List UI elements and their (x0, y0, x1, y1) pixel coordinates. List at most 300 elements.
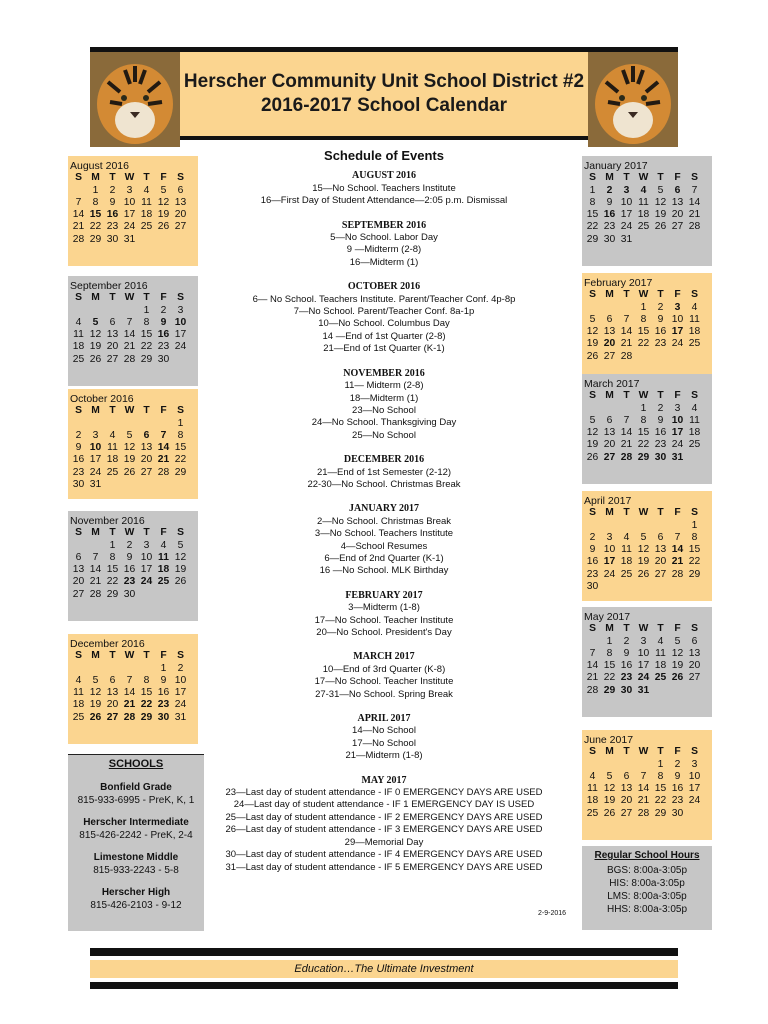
event-month-block (210, 454, 558, 491)
calendar-day: 26 (603, 807, 616, 819)
weekday-label: T (143, 292, 150, 304)
weekday-label: W (124, 405, 135, 417)
calendar-week-row (584, 648, 712, 660)
calendar-weekday-row (584, 623, 712, 635)
event-month-block (210, 220, 558, 270)
calendar-day: 17 (89, 454, 102, 466)
event-item: 17—No School. Teacher Institute (314, 676, 454, 688)
calendar-day: 9 (160, 674, 167, 686)
calendar-day: 31 (620, 233, 633, 245)
calendar-day: 26 (174, 576, 187, 588)
calendar-day: 30 (157, 353, 170, 365)
event-month-heading: AUGUST 2016 (352, 170, 416, 182)
calendar-month-title: December 2016 (70, 638, 145, 650)
calendar-day: 6 (606, 414, 613, 426)
weekday-label: M (91, 172, 100, 184)
calendar-day: 23 (671, 795, 684, 807)
school-hours-entry: HIS: 8:00a-3:05p (609, 878, 685, 889)
event-item: 26—Last day of student attendance - IF 3 EMERGENCY DAYS ARE USED (225, 824, 543, 836)
calendar-day: 6 (143, 429, 150, 441)
calendar-day: 23 (157, 341, 170, 353)
calendar-day: 19 (174, 564, 187, 576)
calendar-day: 30 (654, 451, 667, 463)
weekday-label: W (638, 746, 649, 758)
calendar-day (87, 540, 104, 552)
event-item: 24—Last day of student attendance - IF 1 EMERGENCY DAY IS USED (233, 799, 535, 811)
weekday-label: S (75, 650, 82, 662)
calendar-day: 21 (688, 209, 701, 221)
calendar-day (669, 351, 686, 363)
calendar-day (601, 520, 618, 532)
calendar-day: 6 (177, 184, 184, 196)
event-item: 15—No School. Teachers Institute (312, 182, 456, 194)
event-month-block (210, 590, 558, 640)
calendar-month-title: August 2016 (70, 160, 129, 172)
school-hours-entry: HHS: 8:00a-3:05p (606, 904, 688, 915)
calendar-day: 19 (637, 556, 650, 568)
calendar-day: 29 (89, 233, 102, 245)
school-info: 815-933-6995 - PreK, K, 1 (77, 795, 195, 806)
calendar-week-row (584, 808, 712, 820)
school-name: Limestone Middle (93, 852, 179, 863)
weekday-label: M (91, 292, 100, 304)
calendar-day (87, 663, 104, 675)
event-item: 29—Memorial Day (344, 836, 424, 848)
calendar-day: 7 (623, 313, 630, 325)
weekday-label: T (623, 172, 630, 184)
calendar-day (618, 403, 635, 415)
calendar-day: 25 (140, 221, 153, 233)
calendar-day: 26 (157, 221, 170, 233)
calendar-day: 14 (671, 544, 684, 556)
calendar-day: 15 (688, 544, 701, 556)
calendar-day (584, 403, 601, 415)
calendar-day: 15 (603, 660, 616, 672)
calendar-day: 2 (75, 429, 82, 441)
calendar-day: 25 (586, 807, 599, 819)
weekday-label: S (589, 289, 596, 301)
calendar-day: 30 (72, 479, 85, 491)
calendar-day: 11 (689, 313, 700, 325)
calendar-day: 26 (89, 353, 102, 365)
calendar-day: 21 (89, 576, 102, 588)
school-hours-box (582, 846, 712, 930)
calendar-day (70, 540, 87, 552)
calendar-day: 10 (671, 414, 684, 426)
calendar-day: 25 (688, 439, 701, 451)
calendar-day: 1 (143, 304, 150, 316)
calendar-month (582, 156, 712, 266)
event-month-block (210, 713, 558, 763)
calendar-day: 8 (589, 196, 596, 208)
calendar-day (652, 520, 669, 532)
event-item: 6— No School. Teachers Institute. Parent/Teacher Conf. 4p-8p (252, 293, 516, 305)
calendar-day: 7 (126, 674, 133, 686)
calendar-day: 6 (674, 184, 681, 196)
calendar-day (584, 636, 601, 648)
calendar-day: 9 (75, 442, 82, 454)
calendar-day: 16 (72, 454, 85, 466)
calendar-day: 18 (106, 454, 119, 466)
calendar-day: 14 (620, 427, 633, 439)
calendar-day: 8 (606, 647, 613, 659)
calendar-week-row (584, 403, 712, 415)
event-item: 23—Last day of student attendance - IF 0 EMERGENCY DAYS ARE USED (225, 787, 543, 799)
calendar-day: 13 (174, 196, 187, 208)
calendar-day: 22 (637, 439, 650, 451)
calendar-day: 21 (671, 556, 684, 568)
calendar-day: 24 (174, 341, 187, 353)
calendar-day: 7 (674, 531, 681, 543)
calendar-day: 19 (586, 338, 599, 350)
calendar-week-row (584, 197, 712, 209)
calendar-day: 2 (674, 758, 681, 770)
weekday-label: S (691, 390, 698, 402)
calendar-day: 14 (72, 209, 85, 221)
calendar-day: 3 (126, 184, 133, 196)
weekday-label: T (657, 507, 664, 519)
schedule-of-events (210, 146, 558, 886)
calendar-day: 22 (106, 576, 119, 588)
weekday-label: W (638, 507, 649, 519)
event-month-heading: DECEMBER 2016 (343, 454, 425, 466)
calendar-day: 4 (691, 402, 698, 414)
calendar-week-row (584, 351, 712, 363)
calendar-week-row (584, 338, 712, 350)
calendar-day: 16 (654, 326, 667, 338)
calendar-day: 25 (157, 576, 170, 588)
calendar-day: 21 (620, 338, 633, 350)
calendar-day (155, 234, 172, 246)
calendar-day: 12 (586, 326, 599, 338)
calendar-day: 7 (75, 196, 82, 208)
calendar-day: 30 (620, 684, 633, 696)
calendar-day: 6 (75, 551, 82, 563)
calendar-day: 9 (674, 770, 681, 782)
weekday-label: S (177, 650, 184, 662)
calendar-day (172, 589, 189, 601)
calendar-day: 23 (586, 568, 599, 580)
calendar-week-row (584, 660, 712, 672)
calendar-day: 19 (157, 209, 170, 221)
calendar-day: 25 (688, 338, 701, 350)
calendar-day: 28 (688, 221, 701, 233)
calendar-day: 27 (620, 807, 633, 819)
calendar-day: 23 (72, 466, 85, 478)
calendar-day: 1 (589, 184, 596, 196)
calendar-day: 5 (177, 539, 184, 551)
weekday-label: S (75, 292, 82, 304)
weekday-label: W (124, 650, 135, 662)
calendar-day: 13 (620, 783, 633, 795)
calendar-day: 20 (671, 209, 684, 221)
calendar-day: 23 (123, 576, 136, 588)
event-month-block (210, 281, 558, 355)
calendar-day: 8 (691, 531, 698, 543)
calendar-day: 19 (123, 454, 136, 466)
weekday-label: T (623, 746, 630, 758)
calendar-day: 17 (637, 660, 650, 672)
calendar-weekday-row (70, 405, 198, 417)
calendar-week-row (584, 314, 712, 326)
calendar-day: 2 (160, 304, 167, 316)
calendar-day: 24 (688, 795, 701, 807)
school-info: 815-426-2242 - PreK, 2-4 (79, 830, 193, 841)
event-item: 18—Midterm (1) (349, 392, 419, 404)
event-month-block (210, 368, 558, 442)
calendar-weekday-row (70, 292, 198, 304)
event-item: 7—No School. Parent/Teacher Conf. 8a-1p (293, 306, 475, 318)
calendar-day: 15 (654, 783, 667, 795)
calendar-day: 29 (654, 807, 667, 819)
calendar-day (70, 185, 87, 197)
calendar-day: 20 (106, 341, 119, 353)
calendar-day: 29 (106, 588, 119, 600)
calendar-day: 26 (586, 350, 599, 362)
event-month-heading: SEPTEMBER 2016 (341, 219, 427, 231)
calendar-day: 26 (123, 466, 136, 478)
calendar-day: 16 (123, 564, 136, 576)
calendar-day (87, 418, 104, 430)
calendar-day: 16 (106, 209, 119, 221)
calendar-week-row (70, 687, 198, 699)
event-item: 21—Midterm (1-8) (345, 750, 423, 762)
calendar-day: 2 (589, 531, 596, 543)
calendar-day: 20 (688, 660, 701, 672)
calendar-day: 13 (671, 196, 684, 208)
calendar-day: 4 (109, 429, 116, 441)
calendar-week-row (584, 234, 712, 246)
calendar-day: 6 (691, 635, 698, 647)
calendar-day: 19 (586, 439, 599, 451)
event-item: 10—No School. Columbus Day (318, 318, 450, 330)
calendar-day: 27 (654, 568, 667, 580)
calendar-week-row (70, 197, 198, 209)
calendar-week-row (70, 317, 198, 329)
calendar-week-row (584, 795, 712, 807)
calendar-day (70, 305, 87, 317)
event-item: 30—Last day of student attendance - IF 4 EMERGENCY DAYS ARE USED (225, 849, 543, 861)
calendar-day: 17 (603, 556, 616, 568)
event-item: 3—Midterm (1-8) (348, 602, 420, 614)
event-item: 14—No School (352, 725, 416, 737)
weekday-label: S (177, 405, 184, 417)
weekday-label: T (657, 390, 664, 402)
weekday-label: W (638, 289, 649, 301)
calendar-day: 14 (89, 564, 102, 576)
calendar-day (618, 302, 635, 314)
calendar-day: 18 (620, 556, 633, 568)
calendar-month (68, 511, 198, 621)
calendar-day: 11 (689, 414, 700, 426)
calendar-day: 27 (72, 588, 85, 600)
calendar-weekday-row (584, 390, 712, 402)
calendar-day: 2 (109, 184, 116, 196)
weekday-label: F (674, 172, 681, 184)
calendar-day: 30 (603, 233, 616, 245)
calendar-day: 20 (106, 699, 119, 711)
calendar-week-row (584, 415, 712, 427)
calendar-day: 7 (589, 647, 596, 659)
calendar-day: 25 (72, 711, 85, 723)
calendar-day (104, 418, 121, 430)
calendar-day: 17 (174, 687, 187, 699)
calendar-day: 3 (92, 429, 99, 441)
calendar-day (172, 479, 189, 491)
calendar-month-title: January 2017 (584, 160, 648, 172)
calendar-day (686, 685, 703, 697)
calendar-day: 7 (623, 414, 630, 426)
event-item: 25—No School (352, 429, 416, 441)
calendar-day: 23 (654, 338, 667, 350)
calendar-day: 3 (623, 184, 630, 196)
calendar-day: 13 (106, 329, 119, 341)
calendar-day: 28 (123, 353, 136, 365)
calendar-week-row (70, 329, 198, 341)
calendar-day: 5 (589, 414, 596, 426)
calendar-day: 7 (640, 770, 647, 782)
calendar-day: 7 (691, 184, 698, 196)
calendar-day (121, 305, 138, 317)
calendar-day: 14 (688, 196, 701, 208)
event-item: 17—No School (352, 737, 416, 749)
calendar-day: 14 (620, 326, 633, 338)
calendar-week-row (70, 234, 198, 246)
calendar-day (121, 479, 138, 491)
weekday-label: S (75, 172, 82, 184)
weekday-label: S (177, 527, 184, 539)
event-item: 16—First Day of Student Attendance—2:05 p.m. Dismissal (260, 195, 508, 207)
calendar-day: 13 (106, 687, 119, 699)
calendar-day: 30 (123, 588, 136, 600)
calendar-month-title: March 2017 (584, 378, 640, 390)
weekday-label: S (691, 623, 698, 635)
calendar-day: 15 (637, 427, 650, 439)
calendar-day: 20 (620, 795, 633, 807)
calendar-weekday-row (70, 527, 198, 539)
event-item: 17—No School. Teacher Institute (314, 614, 454, 626)
weekday-label: W (124, 527, 135, 539)
calendar-day: 1 (92, 184, 99, 196)
event-item: 5—No School. Labor Day (330, 232, 438, 244)
calendar-day: 1 (640, 301, 647, 313)
weekday-label: M (91, 405, 100, 417)
calendar-month (68, 156, 198, 266)
weekday-label: W (124, 172, 135, 184)
calendar-day: 12 (157, 196, 170, 208)
event-month-heading: MARCH 2017 (353, 651, 415, 663)
calendar-month-title: October 2016 (70, 393, 134, 405)
school-name: Bonfield Grade (100, 782, 172, 793)
calendar-day (104, 305, 121, 317)
calendar-day (652, 351, 669, 363)
event-item: 3—No School. Teachers Institute (314, 528, 454, 540)
calendar-day: 21 (72, 221, 85, 233)
event-month-heading: FEBRUARY 2017 (345, 589, 423, 601)
calendar-day: 4 (143, 184, 150, 196)
calendar-day: 15 (140, 687, 153, 699)
weekday-label: M (605, 172, 614, 184)
calendar-day: 17 (140, 564, 153, 576)
weekday-label: S (691, 289, 698, 301)
calendar-day: 18 (140, 209, 153, 221)
calendar-day: 9 (589, 544, 596, 556)
calendar-day: 4 (640, 184, 647, 196)
calendar-day: 7 (160, 429, 167, 441)
calendar-day (70, 663, 87, 675)
calendar-week-row (70, 589, 198, 601)
calendar-day: 20 (603, 338, 616, 350)
calendar-month-title: June 2017 (584, 734, 634, 746)
calendar-day: 2 (606, 184, 613, 196)
calendar-day: 30 (157, 711, 170, 723)
calendar-day: 5 (589, 313, 596, 325)
calendar-day: 13 (140, 442, 153, 454)
calendar-week-row (70, 663, 198, 675)
calendar-day: 24 (174, 699, 187, 711)
calendar-day: 16 (620, 660, 633, 672)
calendar-week-row (584, 302, 712, 314)
calendar-day: 22 (586, 221, 599, 233)
header-bottom-rule (180, 136, 588, 140)
calendar-month-title: November 2016 (70, 515, 145, 527)
calendar-week-row (70, 454, 198, 466)
calendar-day: 9 (657, 414, 664, 426)
calendar-day (138, 663, 155, 675)
calendar-day: 5 (92, 316, 99, 328)
event-month-heading: APRIL 2017 (357, 713, 411, 725)
calendar-day: 10 (603, 544, 616, 556)
event-item: 9 —Midterm (2-8) (346, 244, 422, 256)
weekday-label: T (623, 390, 630, 402)
calendar-day (686, 351, 703, 363)
calendar-day: 26 (654, 221, 667, 233)
calendar-day: 1 (177, 417, 184, 429)
calendar-day: 10 (174, 316, 187, 328)
calendar-day (669, 685, 686, 697)
calendar-day: 17 (671, 427, 684, 439)
calendar-day: 10 (140, 551, 153, 563)
calendar-day: 11 (638, 196, 649, 208)
calendar-day: 2 (126, 539, 133, 551)
calendar-day: 6 (657, 531, 664, 543)
calendar-day: 13 (654, 544, 667, 556)
calendar-day (155, 589, 172, 601)
calendar-day (652, 234, 669, 246)
weekday-label: W (124, 292, 135, 304)
calendar-day: 13 (688, 647, 701, 659)
calendar-day: 27 (603, 451, 616, 463)
calendar-day: 17 (688, 783, 701, 795)
calendar-month-title: May 2017 (584, 611, 631, 623)
calendar-day: 19 (89, 341, 102, 353)
calendar-day: 7 (92, 551, 99, 563)
calendar-day: 4 (75, 316, 82, 328)
weekday-label: F (160, 405, 167, 417)
calendar-weekday-row (584, 289, 712, 301)
event-item: 23—No School (352, 404, 416, 416)
calendar-week-row (70, 221, 198, 233)
calendar-day: 4 (75, 674, 82, 686)
calendar-day: 24 (89, 466, 102, 478)
calendar-day: 28 (637, 807, 650, 819)
calendar-day (635, 351, 652, 363)
calendar-day (635, 581, 652, 593)
calendar-day: 16 (654, 427, 667, 439)
calendar-day: 25 (637, 221, 650, 233)
calendar-day: 9 (126, 551, 133, 563)
event-item: 4—School Resumes (340, 540, 428, 552)
